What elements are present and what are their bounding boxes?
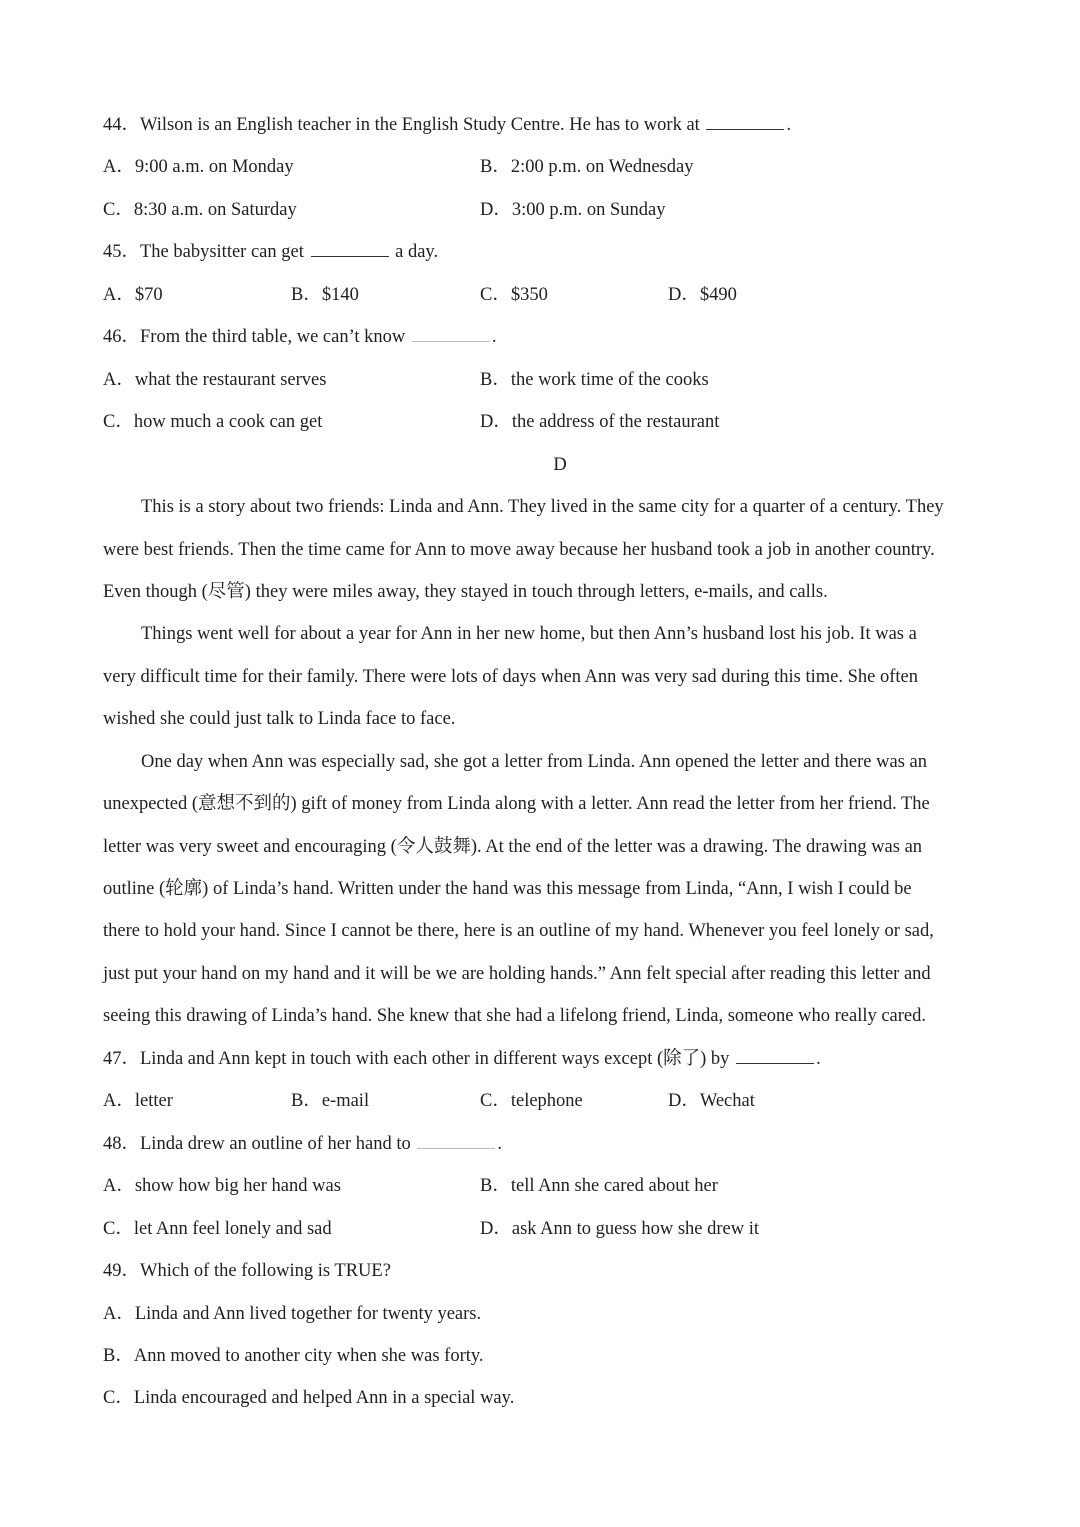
option-47-b: B．e-mail: [291, 1091, 370, 1111]
option-44-c: C．8:30 a.m. on Saturday: [103, 200, 297, 220]
option-46-d: D．the address of the restaurant: [480, 412, 720, 432]
option-48-c: C．let Ann feel lonely and sad: [103, 1219, 332, 1239]
answer-blank: [736, 1047, 814, 1064]
question-text-end: .: [816, 1049, 821, 1069]
passage-line: just put your hand on my hand and it will be we are holding hands.” Ann felt special after reading this letter and: [103, 964, 931, 984]
passage-line: letter was very sweet and encouraging (令人鼓舞). At the end of the letter was a drawing. The drawing was an: [103, 837, 923, 857]
question-45-stem: [103, 240, 438, 264]
option-47-d: D．Wechat: [668, 1091, 755, 1111]
passage-line: Even though (尽管) they were miles away, they stayed in touch through letters, e-mails, and calls.: [103, 582, 828, 602]
question-text: 48．Linda drew an outline of her hand to: [103, 1134, 411, 1154]
question-44-stem: [103, 113, 791, 137]
answer-blank: [706, 113, 784, 130]
passage-line: Things went well for about a year for Ann in her new home, but then Ann’s husband lost his job. It was a: [141, 624, 917, 644]
answer-blank: [412, 325, 490, 342]
option-46-a: A．what the restaurant serves: [103, 370, 327, 390]
option-45-b: B．$140: [291, 285, 359, 305]
question-text-end: .: [786, 115, 792, 135]
answer-blank: [311, 240, 389, 257]
answer-blank: [417, 1132, 495, 1149]
question-text-end: .: [491, 327, 497, 347]
passage-line: unexpected (意想不到的) gift of money from Linda along with a letter. Ann read the letter from her friend. The: [103, 794, 930, 814]
option-45-a: A．$70: [103, 285, 163, 305]
option-45-c: C．$350: [480, 285, 548, 305]
passage-line: wished she could just talk to Linda face to face.: [103, 709, 456, 729]
option-48-d: D．ask Ann to guess how she drew it: [480, 1219, 760, 1239]
question-text: 45．The babysitter can get: [103, 242, 304, 262]
option-45-d: D．$490: [668, 285, 737, 305]
passage-line: there to hold your hand. Since I cannot be there, here is an outline of my hand. Whenever you feel lonely or sad,: [103, 921, 934, 941]
option-44-b: B．2:00 p.m. on Wednesday: [480, 157, 694, 177]
option-46-c: C．how much a cook can get: [103, 412, 323, 432]
question-text-end: a day.: [395, 242, 439, 262]
question-48-stem: [103, 1132, 502, 1156]
question-text-end: .: [497, 1134, 502, 1154]
option-46-b: B．the work time of the cooks: [480, 370, 709, 390]
question-text: 46．From the third table, we can’t know: [103, 327, 406, 347]
option-47-a: A．letter: [103, 1091, 173, 1111]
passage-line: very difficult time for their family. There were lots of days when Ann was very sad during this time. She often: [103, 667, 919, 687]
passage-line: One day when Ann was especially sad, she got a letter from Linda. Ann opened the letter and there was an: [141, 752, 927, 772]
option-47-c: C．telephone: [480, 1091, 583, 1111]
option-49-c: C．Linda encouraged and helped Ann in a special way.: [103, 1388, 515, 1408]
passage-line: outline (轮廓) of Linda’s hand. Written under the hand was this message from Linda, “Ann, I wish I could be: [103, 879, 912, 899]
passage-line: This is a story about two friends: Linda and Ann. They lived in the same city for a quarter of a century. They: [141, 497, 944, 517]
question-46-stem: [103, 325, 497, 349]
option-44-a: A．9:00 a.m. on Monday: [103, 157, 294, 177]
passage-line: were best friends. Then the time came for Ann to move away because her husband took a job in another country.: [103, 540, 935, 560]
option-49-a: A．Linda and Ann lived together for twenty years.: [103, 1304, 482, 1324]
option-49-b: B．Ann moved to another city when she was forty.: [103, 1346, 484, 1366]
question-text: 47．Linda and Ann kept in touch with each other in different ways except (除了) by: [103, 1049, 730, 1069]
option-48-a: A．show how big her hand was: [103, 1176, 341, 1196]
passage-line: seeing this drawing of Linda’s hand. She knew that she had a lifelong friend, Linda, someone who really cared.: [103, 1006, 927, 1026]
question-49-stem: 49．Which of the following is TRUE?: [103, 1261, 391, 1281]
option-48-b: B．tell Ann she cared about her: [480, 1176, 718, 1196]
option-44-d: D．3:00 p.m. on Sunday: [480, 200, 666, 220]
section-heading: D: [553, 455, 567, 475]
question-47-stem: [103, 1047, 821, 1071]
question-text: 44．Wilson is an English teacher in the English Study Centre. He has to work at: [103, 115, 700, 135]
